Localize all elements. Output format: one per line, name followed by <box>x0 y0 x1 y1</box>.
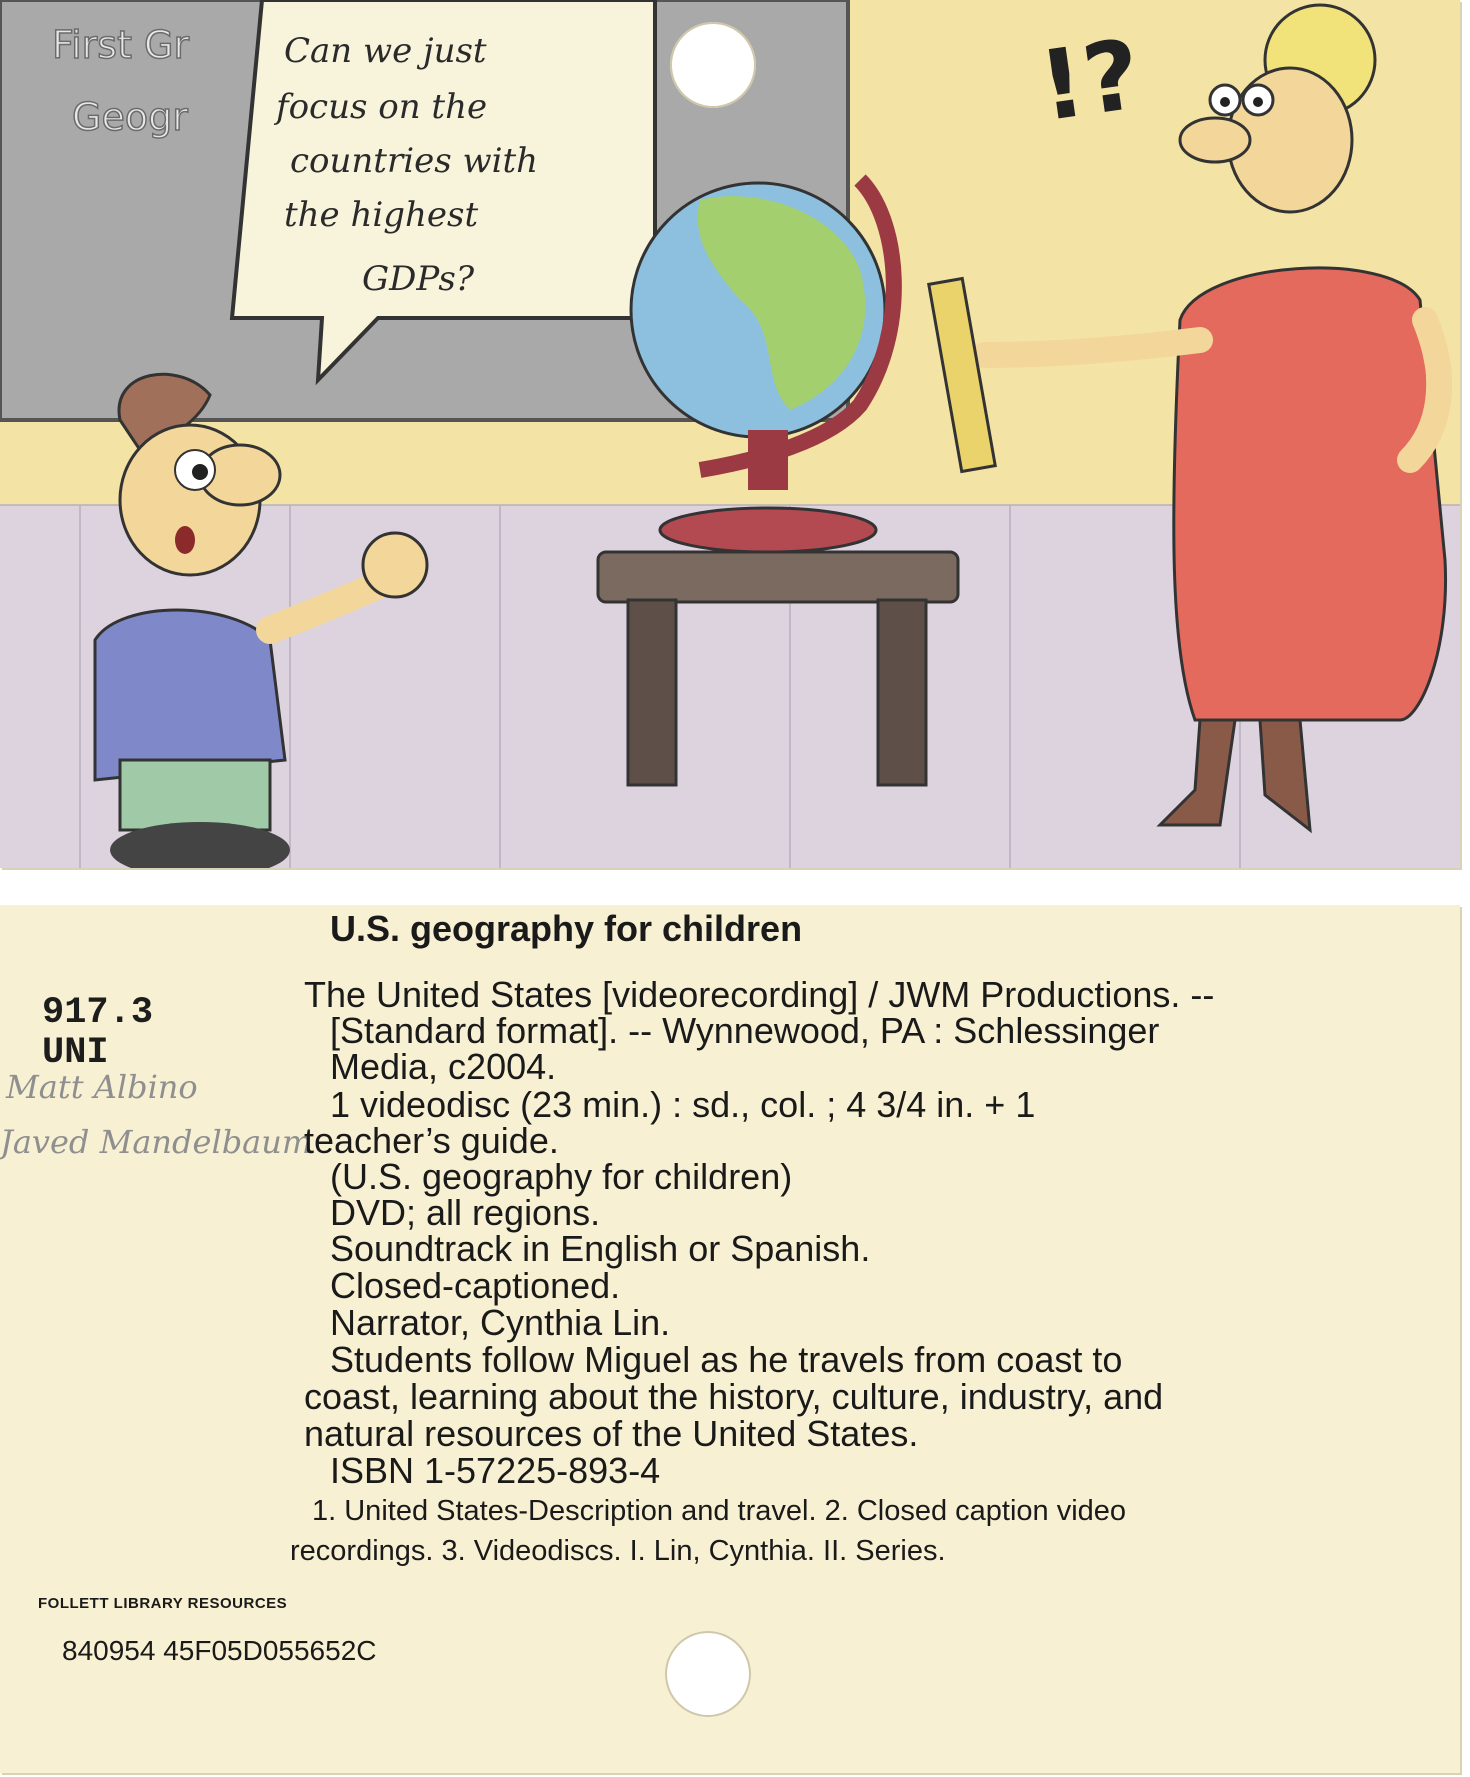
publisher-label: FOLLETT LIBRARY RESOURCES <box>38 1595 288 1612</box>
speech-line-1: Can we just <box>284 31 487 71</box>
call-number-class: 917.3 <box>42 992 154 1034</box>
isbn: ISBN 1-57225-893-4 <box>330 1450 661 1491</box>
signature-1: Matt Albino <box>6 1068 198 1106</box>
chalkboard-word-1: First Gr <box>52 23 190 67</box>
catalog-card <box>0 905 1460 1773</box>
description-line: The United States [videorecording] / JWM Productions. -- <box>304 974 1215 1015</box>
subject-tracing-line: 1. United States-Description and travel. 2. Closed caption video <box>312 1495 1127 1527</box>
description-line: Soundtrack in English or Spanish. <box>330 1228 871 1269</box>
series-title: U.S. geography for children <box>330 908 803 949</box>
description-line: [Standard format]. -- Wynnewood, PA : Schlessinger <box>330 1010 1160 1051</box>
exclamation-mark: !? <box>1032 18 1147 144</box>
card-punch-hole-bottom <box>665 1631 751 1717</box>
description-line: Narrator, Cynthia Lin. <box>330 1302 671 1343</box>
speech-line-4: the highest <box>284 195 479 235</box>
subject-tracing-line: recordings. 3. Videodiscs. I. Lin, Cynthia. II. Series. <box>290 1535 946 1567</box>
speech-line-5: GDPs? <box>362 259 475 299</box>
description-line: 1 videodisc (23 min.) : sd., col. ; 4 3/4 in. + 1 <box>330 1084 1036 1125</box>
description-line: coast, learning about the history, culture, industry, and <box>304 1376 1164 1417</box>
signature-2: Javed Mandelbaum <box>0 1123 313 1161</box>
speech-line-2: focus on the <box>276 87 488 127</box>
cartoon-illustration <box>0 0 1460 868</box>
cartoon-card <box>0 0 1460 868</box>
description-line: Closed-captioned. <box>330 1265 621 1306</box>
description-line: (U.S. geography for children) <box>330 1156 793 1197</box>
order-number: 840954 45F05D055652C <box>62 1635 377 1666</box>
description-line: teacher’s guide. <box>304 1120 559 1161</box>
description-line: Media, c2004. <box>330 1046 557 1087</box>
card-punch-hole-top <box>670 22 756 108</box>
speech-line-3: countries with <box>290 141 539 181</box>
description-line: natural resources of the United States. <box>304 1413 919 1454</box>
description-line: DVD; all regions. <box>330 1192 601 1233</box>
description-line: Students follow Miguel as he travels from coast to <box>330 1339 1123 1380</box>
call-number <box>42 993 153 1073</box>
call-number-cutter: UNI <box>42 1032 109 1074</box>
chalkboard-word-2: Geogr <box>72 95 188 139</box>
